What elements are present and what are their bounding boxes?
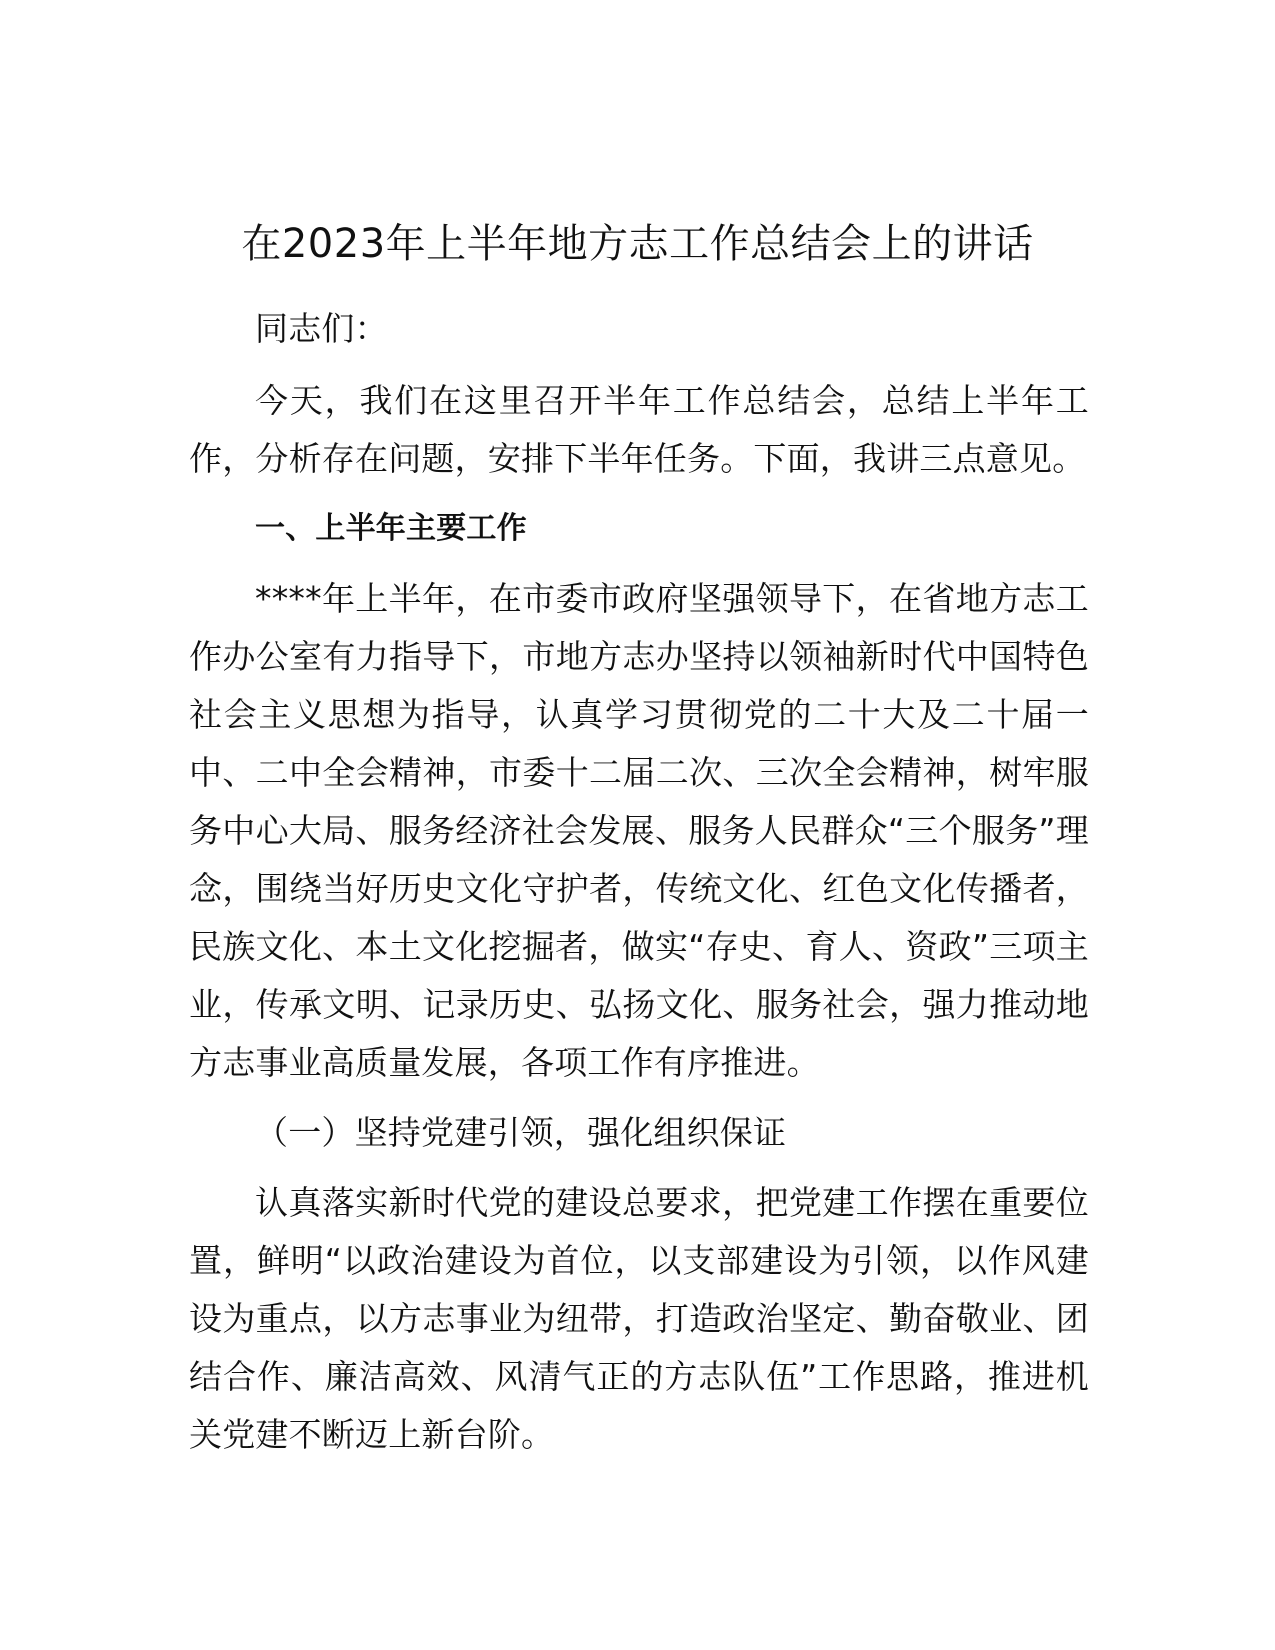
section-heading: 一、上半年主要工作 — [255, 511, 527, 546]
intro-paragraph: 今天，我们在这里召开半年工作总结会，总结上半年工作，分析存在问题，安排下半年任务。下面，我讲三点意见。 — [189, 381, 1089, 478]
subsection-paragraph: 认真落实新时代党的建设总要求，把党建工作摆在重要位置，鲜明“以政治建设为首位，以支部建设为引领，以作风建设为重点，以方志事业为纽带，打造政治坚定、勤奋敬业、团结合作、廉洁高效、风清气正的方志队伍”工作思路，推进机关党建不断迈上新台阶。 — [189, 1183, 1089, 1454]
document-body — [189, 300, 1089, 1464]
subsection-heading: （一）坚持党建引领，强化组织保证 — [255, 1113, 787, 1152]
document-title: 在2023年上半年地方志工作总结会上的讲话 — [241, 221, 1034, 267]
salutation: 同志们： — [255, 309, 388, 348]
section-paragraph: ****年上半年，在市委市政府坚强领导下，在省地方志工作办公室有力指导下，市地方志办坚持以领袖新时代中国特色社会主义思想为指导，认真学习贯彻党的二十大及二十届一中、二中全会精神，市委十二届二次、三次全会精神，树牢服务中心大局、服务经济社会发展、服务人民群众“三个服务”理念，围绕当好历史文化守护者，传统文化、红色文化传播者，民族文化、本土文化挖掘者，做实“存史、育人、资政”三项主业，传承文明、记录历史、弘扬文化、服务社会，强力推动地方志事业高质量发展，各项工作有序推进。 — [189, 579, 1089, 1082]
